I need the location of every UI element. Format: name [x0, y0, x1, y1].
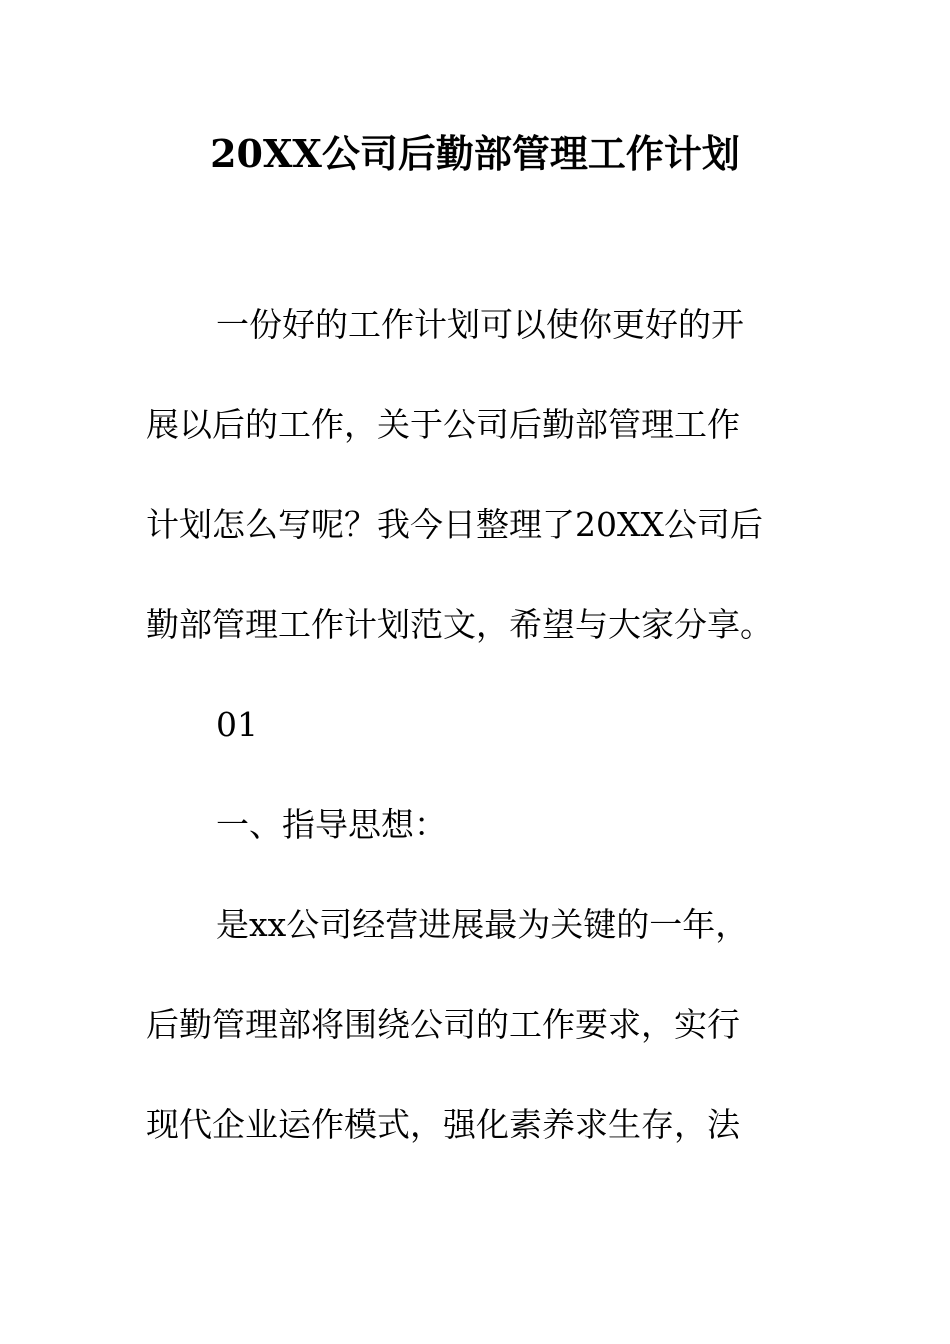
document-title: 20XX公司后勤部管理工作计划 — [210, 131, 740, 176]
paragraph-line: 是xx公司经营进展最为关键的一年， — [216, 905, 749, 944]
paragraph-line: 勤部管理工作计划范文，希望与大家分享。 — [146, 605, 773, 644]
section-heading: 一、指导思想： — [216, 805, 447, 844]
paragraph-line: 后勤管理部将围绕公司的工作要求，实行 — [146, 1005, 740, 1044]
paragraph-line: 现代企业运作模式，强化素养求生存，法 — [146, 1105, 740, 1144]
paragraph-line: 计划怎么写呢？我今日整理了20XX公司后 — [146, 505, 763, 544]
section-number: 01 — [216, 705, 258, 744]
paragraph-line: 展以后的工作，关于公司后勤部管理工作 — [146, 405, 740, 444]
paragraph-line: 一份好的工作计划可以使你更好的开 — [216, 305, 744, 344]
